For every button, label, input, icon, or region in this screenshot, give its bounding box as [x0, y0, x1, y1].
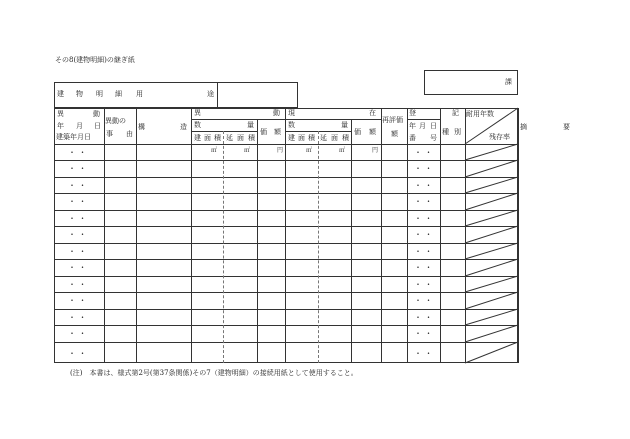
col-structure-c1: 造 [180, 123, 187, 131]
col-reason-c1: 由 [126, 130, 133, 138]
col-construction-date: 建築年月日 [56, 133, 91, 141]
current-area-f-c0: 延 [320, 134, 327, 142]
row-date-dots: ・ ・ [68, 181, 87, 190]
row-date-dots: ・ ・ [68, 296, 87, 305]
change-price-c1: 額 [274, 128, 281, 136]
current-area-b-c1: 面 [298, 134, 305, 142]
row-date-dots: ・ ・ [68, 313, 87, 322]
row-reg-date-dots: ・ ・ [414, 164, 433, 173]
reg-number-c0: 番 [409, 134, 416, 142]
row-date-dots: ・ ・ [68, 263, 87, 272]
current-area-f-c1: 面 [331, 134, 338, 142]
col-registration-title-c0: 登 [409, 109, 416, 117]
row-date-dots: ・ ・ [68, 197, 87, 206]
reg-date-c1: 月 [419, 122, 426, 130]
row-date-dots: ・ ・ [68, 349, 87, 358]
footnote: (注) 本書は、様式第2号(第37条関係)その7（建物明細）の接続用紙として使用すること。 [70, 369, 358, 377]
unit-area-change-building: ㎡ [211, 147, 218, 154]
row-date-dots: ・ ・ [68, 329, 87, 338]
reg-number-c1: 号 [430, 134, 437, 142]
col-remarks-c0: 摘 [520, 123, 527, 131]
usage-label-c0: 用 [136, 90, 143, 98]
change-area-f-c2: 積 [248, 134, 255, 142]
col-change-r1-c1: 動 [93, 110, 100, 118]
unit-area-current-building: ㎡ [306, 147, 313, 154]
header-label-c0: 建 [57, 90, 64, 98]
col-current-title-c0: 現 [288, 109, 295, 117]
row-date-dots: ・ ・ [68, 164, 87, 173]
col-kind-c1: 別 [454, 128, 461, 136]
change-qty-c0: 数 [194, 121, 201, 129]
change-qty-c1: 量 [247, 121, 254, 129]
col-reason-line1: 異動の [105, 117, 126, 125]
row-reg-date-dots: ・ ・ [414, 329, 433, 338]
col-current-title-c1: 在 [369, 109, 376, 117]
col-residual-rate: 残存率 [489, 133, 510, 141]
row-reg-date-dots: ・ ・ [414, 181, 433, 190]
current-area-b-c0: 建 [288, 134, 295, 142]
col-revaluation-line1: 再評価 [382, 116, 403, 124]
unit-yen-change: 円 [277, 147, 284, 154]
col-change-r2-c1: 月 [76, 122, 83, 130]
change-price-c0: 価 [260, 128, 267, 136]
department-suffix: 課 [505, 78, 512, 86]
col-remarks-c1: 要 [563, 123, 570, 131]
current-qty-c1: 量 [341, 121, 348, 129]
current-area-b-c2: 積 [308, 134, 315, 142]
header-label-c1: 物 [76, 90, 83, 98]
row-reg-date-dots: ・ ・ [414, 148, 433, 157]
row-date-dots: ・ ・ [68, 280, 87, 289]
row-reg-date-dots: ・ ・ [414, 230, 433, 239]
col-change-title-c0: 異 [194, 109, 201, 117]
row-date-dots: ・ ・ [68, 214, 87, 223]
col-change-r2-c2: 日 [94, 122, 101, 130]
row-reg-date-dots: ・ ・ [414, 313, 433, 322]
current-area-f-c2: 積 [342, 134, 349, 142]
col-change-r1-c0: 異 [57, 110, 64, 118]
reg-date-c2: 日 [430, 122, 437, 130]
row-date-dots: ・ ・ [68, 230, 87, 239]
header-label-c3: 細 [115, 90, 122, 98]
unit-area-current-floor: ㎡ [339, 147, 346, 154]
row-date-dots: ・ ・ [68, 148, 87, 157]
current-price-c0: 価 [354, 128, 361, 136]
unit-area-change-floor: ㎡ [244, 147, 251, 154]
reg-date-c0: 年 [409, 122, 416, 130]
col-change-title-c1: 動 [273, 109, 280, 117]
row-reg-date-dots: ・ ・ [414, 280, 433, 289]
col-revaluation-line2: 額 [391, 130, 398, 138]
col-useful-life: 耐用年数 [466, 110, 494, 118]
row-date-dots: ・ ・ [68, 247, 87, 256]
change-area-f-c0: 延 [226, 134, 233, 142]
change-area-b-c2: 積 [214, 134, 221, 142]
col-registration-title-c1: 記 [452, 109, 459, 117]
row-reg-date-dots: ・ ・ [414, 263, 433, 272]
col-structure-c0: 構 [138, 123, 145, 131]
col-kind-c0: 種 [442, 128, 449, 136]
col-change-r2-c0: 年 [57, 122, 64, 130]
usage-label-c1: 途 [207, 90, 214, 98]
row-reg-date-dots: ・ ・ [414, 197, 433, 206]
header-label-c2: 明 [96, 90, 103, 98]
row-reg-date-dots: ・ ・ [414, 214, 433, 223]
row-reg-date-dots: ・ ・ [414, 247, 433, 256]
col-reason-c0: 事 [106, 130, 113, 138]
unit-yen-current: 円 [372, 147, 379, 154]
row-reg-date-dots: ・ ・ [414, 349, 433, 358]
change-area-b-c0: 建 [194, 134, 201, 142]
current-price-c1: 額 [369, 128, 376, 136]
current-qty-c0: 数 [288, 121, 295, 129]
row-reg-date-dots: ・ ・ [414, 296, 433, 305]
change-area-b-c1: 面 [204, 134, 211, 142]
form-title: その8(建物明細)の継ぎ紙 [55, 56, 135, 64]
change-area-f-c1: 面 [237, 134, 244, 142]
